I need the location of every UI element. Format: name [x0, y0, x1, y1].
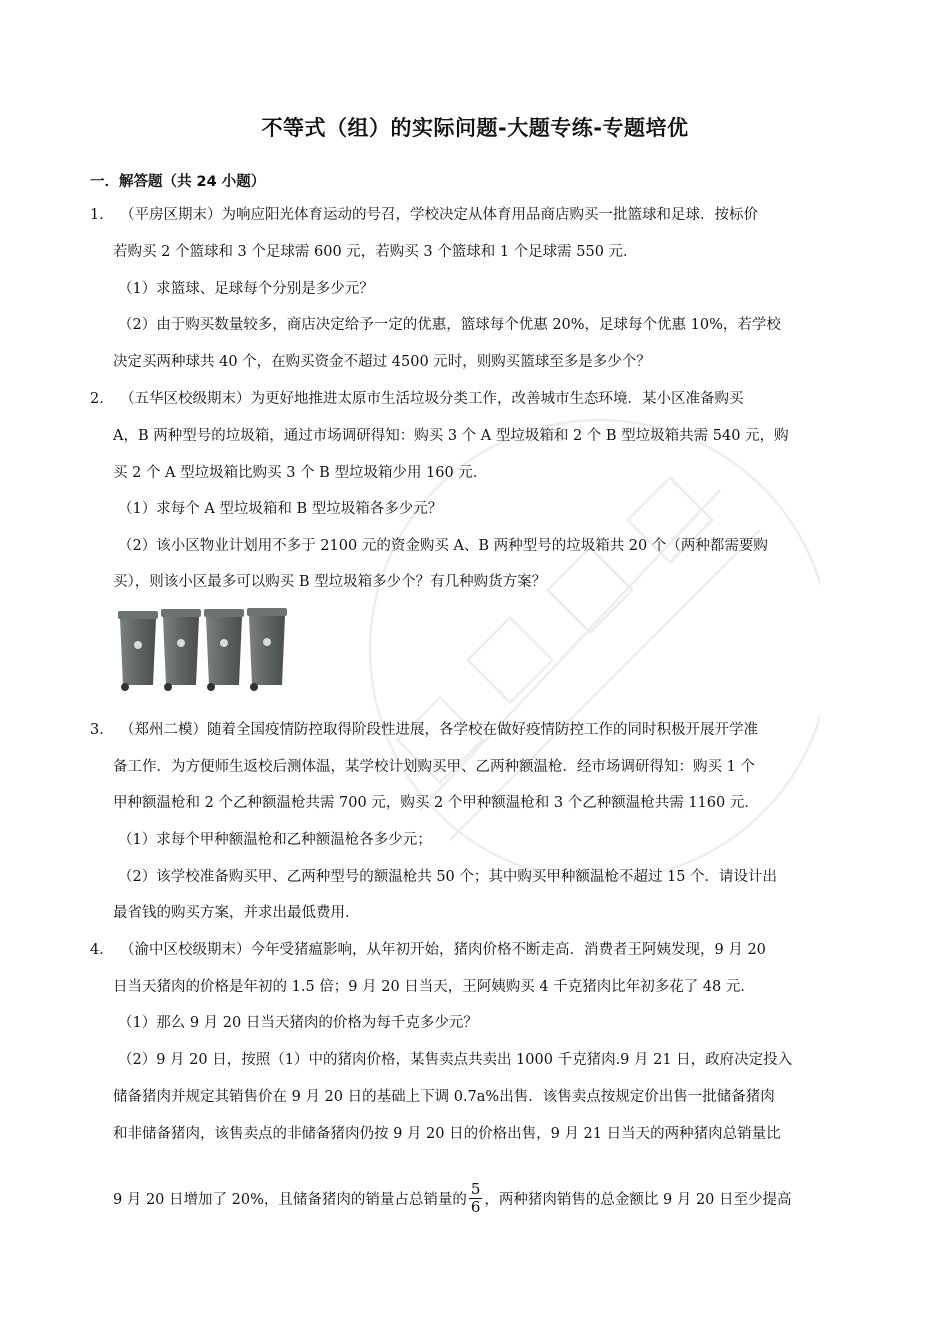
q4-part-1: （1）那么 9 月 20 日当天猪肉的价格为每千克多少元？: [118, 1015, 478, 1031]
q1-part-2: （2）由于购买数量较多，商店决定给予一定的优惠，篮球每个优惠 20%，足球每个优惠 10%，若学校: [118, 317, 781, 333]
fraction: [469, 1181, 483, 1216]
question-number-2: 2．: [90, 391, 114, 407]
q4-line-2: 日当天猪肉的价格是年初的 1.5 倍；9 月 20 日当天，王阿姨购买 4 千克猪肉比年初多花了 48 元．: [113, 979, 755, 995]
q3-line-6: 最省钱的购买方案，并求出最低费用．: [113, 905, 360, 921]
q4-part-2: （2）9 月 20 日，按照（1）中的猪肉价格，某售卖点共卖出 1000 千克猪肉.9 月 21 日，政府决定投入: [118, 1052, 793, 1068]
q2-line-3: 买 2 个 A 型垃圾箱比购买 3 个 B 型垃圾箱少用 160 元．: [113, 465, 488, 481]
trash-bin: [161, 609, 201, 691]
q2-line-2: A，B 两种型号的垃圾箱，通过市场调研得知：购买 3 个 A 型垃圾箱和 2 个 B 型垃圾箱共需 540 元，购: [113, 428, 789, 444]
q4-line-7-start: 9 月 20 日增加了 20%，且储备猪肉的销量占总销量的: [113, 1192, 467, 1208]
fraction-numerator: 5: [470, 1179, 481, 1198]
q2-part-2: （2）该小区物业计划用不多于 2100 元的资金购买 A、B 两种型号的垃圾箱共 20 个（两种都需要购: [118, 538, 768, 554]
q4-line-5: 储备猪肉并规定其销售价在 9 月 20 日的基础上下调 0.7a%出售．该售卖点按规定价出售一批储备猪肉: [113, 1089, 775, 1105]
q2-part-1: （1）求每个 A 型垃圾箱和 B 型垃圾箱各多少元？: [118, 501, 443, 517]
trash-bin: [247, 608, 287, 691]
q1-line-5: 决定买两种球共 40 个，在购买资金不超过 4500 元时，则购买篮球至多是多少个？: [113, 354, 651, 370]
q1-line-1: （平房区期末）为响应阳光体育运动的号召，学校决定从体育用品商店购买一批篮球和足球．按标价: [120, 207, 758, 223]
q3-line-1: （郑州二模）随着全国疫情防控取得阶段性进展，各学校在做好疫情防控工作的同时积极开展开学准: [120, 722, 758, 738]
q4-line-6: 和非储备猪肉，该售卖点的非储备猪肉仍按 9 月 20 日的价格出售，9 月 21 日当天的两种猪肉总销量比: [113, 1126, 781, 1142]
q3-line-2: 备工作．为方便师生返校后测体温，某学校计划购买甲、乙两种额温枪．经市场调研得知：购买 1 个: [113, 759, 755, 775]
q2-line-1: （五华区校级期末）为更好地推进太原市生活垃圾分类工作，改善城市生态环境．某小区准备购买: [120, 391, 744, 407]
q1-part-1: （1）求篮球、足球每个分别是多少元？: [118, 281, 374, 297]
section-heading: 一．解答题（共 24 小题）: [90, 174, 266, 190]
page-title: 不等式（组）的实际问题-大题专练-专题培优: [261, 116, 689, 140]
q3-part-2: （2）该学校准备购买甲、乙两种型号的额温枪共 50 个；其中购买甲种额温枪不超过 15 个．请设计出: [118, 869, 778, 885]
q3-line-3: 甲种额温枪和 2 个乙种额温枪共需 700 元，购买 2 个甲种额温枪和 3 个乙种额温枪共需 1160 元．: [113, 795, 759, 811]
q4-line-7-end: ，两种猪肉销售的总金额比 9 月 20 日至少提高: [484, 1192, 792, 1208]
trash-bins-photo: [115, 605, 290, 691]
q3-part-1: （1）求每个甲种额温枪和乙种额温枪各多少元；: [118, 832, 432, 848]
fraction-denominator: 6: [470, 1197, 481, 1216]
q4-line-7: [113, 1178, 792, 1222]
trash-bin: [204, 609, 244, 691]
question-number-1: 1．: [90, 207, 114, 223]
trash-bin: [118, 611, 158, 691]
question-number-3: 3．: [90, 722, 114, 738]
q1-line-2: 若购买 2 个篮球和 3 个足球需 600 元，若购买 3 个篮球和 1 个足球需 550 元．: [113, 244, 638, 260]
q4-line-1: （渝中区校级期末）今年受猪瘟影响，从年初开始，猪肉价格不断走高．消费者王阿姨发现，9 月 20: [120, 942, 766, 958]
question-number-4: 4．: [90, 942, 114, 958]
q2-line-6: 买），则该小区最多可以购买 B 型垃圾箱多少个？有几种购货方案？: [113, 574, 547, 590]
